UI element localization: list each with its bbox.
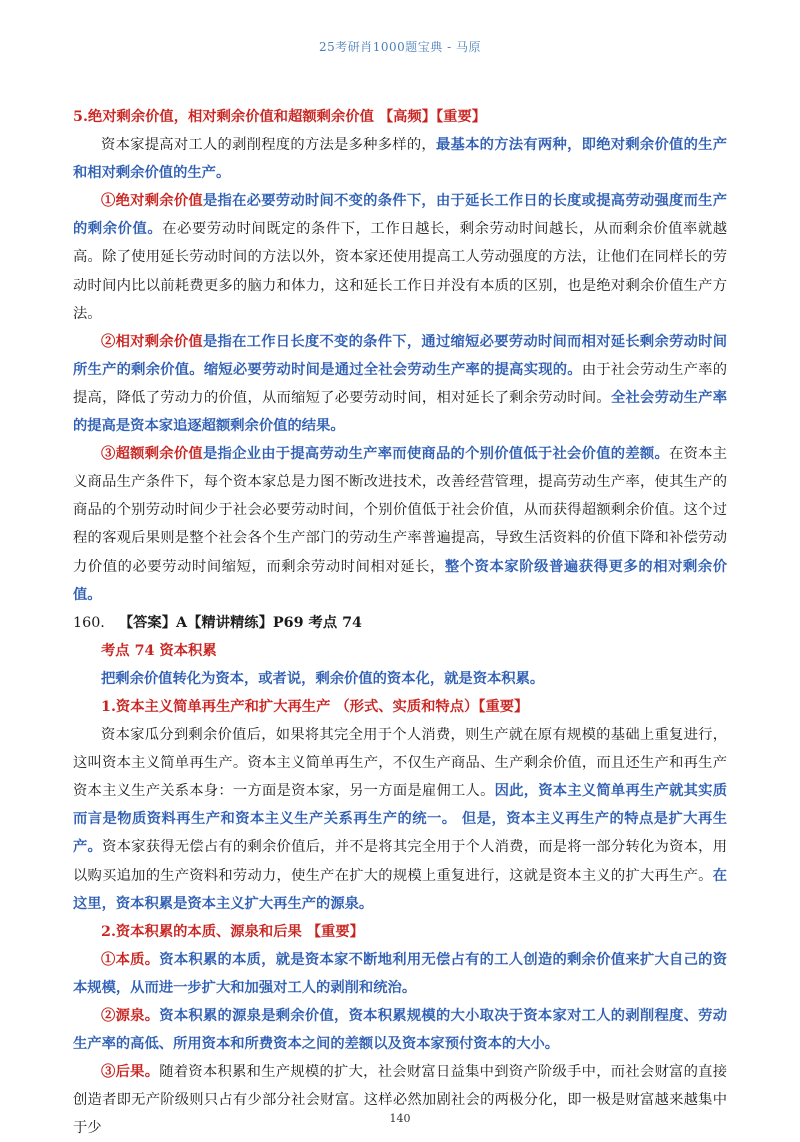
absolute-surplus-term: ①绝对剩余价值	[101, 193, 203, 210]
excess-surplus-conclusion: 整个资本家阶级普遍获得更多的相对剩余价值。	[73, 558, 727, 603]
source-term: ②源泉。	[101, 1008, 160, 1024]
relative-surplus-conclusion: 全社会劳动生产率的提高是资本家追逐超额剩余价值的结果。	[73, 389, 728, 435]
consequence-paragraph	[73, 1058, 727, 1142]
excess-surplus-term: ③超额剩余价值	[101, 446, 203, 463]
section-2-title: 2.资本积累的本质、源泉和后果 【重要】	[101, 923, 364, 940]
essence-text: 资本积累的本质，就是资本家不断地利用无偿占有的工人创造的剩余价值来扩大自己的资本规模，从而进一步扩大和加强对工人的剥削和统治。	[73, 951, 728, 996]
consequence-text: 随着资本积累和生产规模的扩大，社会财富日益集中到资产阶级手中，而社会财富的直接创造者即无产阶级则只占有少部分社会财富。这样必然加剧社会的两极分化，即一极是财富越来越集中于少	[73, 1064, 728, 1137]
section-5-intro	[73, 131, 727, 187]
consequence-term: ③后果。	[101, 1064, 160, 1081]
answer-line	[73, 609, 727, 637]
question-number: 160.	[73, 614, 105, 631]
relative-surplus-paragraph	[73, 328, 727, 440]
relative-surplus-term: ②相对剩余价值	[101, 333, 203, 350]
reproduction-conclusion: 在这里，资本积累是资本主义扩大再生产的源泉。	[73, 867, 727, 912]
relative-surplus-text: 由于社会劳动生产率的提高，降低了劳动力的价值，从而缩短了必要劳动时间，相对延长了剩余劳动时间。	[73, 361, 728, 406]
reproduction-text: 资本家瓜分到剩余价值后，如果将其完全用于个人消费，则生产就在原有规模的基础上重复进行，这叫资本主义简单再生产。资本主义简单再生产，不仅生产商品、生产剩余价值，而且还生产和再生产资本主义生产关系本身：一方面是资本家，另一方面是雇佣工人。	[73, 727, 727, 800]
absolute-surplus-text: 在必要劳动时间既定的条件下，工作日越长，剩余劳动时间越长，从而剩余价值率就越高。除了使用延长劳动时间的方法以外，资本家还使用提高工人劳动强度的方法，让他们在同样长的劳动时间内比以前耗费更多的脑力和体力，这和延长工作日并没有本质的区别，也是绝对剩余价值生产方法。	[73, 221, 728, 322]
absolute-surplus-paragraph	[73, 187, 727, 327]
source-text: 资本积累的源泉是剩余价值，资本积累规模的大小取决于资本家对工人的剥削程度、劳动生产率的高低、所用资本和所费资本之间的差额以及资本家预付资本的大小。	[73, 1008, 728, 1053]
excess-surplus-text: 在资本主义商品生产条件下，每个资本家总是力图不断改进技术，改善经营管理，提高劳动生产率，使其生产的商品的个别劳动时间少于社会必要劳动时间，个别价值低于社会价值，从而获得超额剩余价值。这个过程的客观后果则是整个社会各个生产部门的劳动生产率普遍提高，导致生活资料的价值下降和补偿劳动力价值的必要劳动时间缩短，而剩余劳动时间相对延长，	[73, 446, 728, 575]
reproduction-paragraph	[73, 721, 727, 918]
reproduction-highlight: 因此，资本主义简单再生产就其实质而言是物质资料再生产和资本主义生产关系再生产的统一。 但是，资本主义再生产的特点是扩大再生产。	[73, 783, 728, 856]
source-paragraph	[73, 1002, 727, 1058]
capital-accumulation-definition: 把剩余价值转化为资本，或者说，剩余价值的资本化，就是资本积累。	[101, 670, 545, 687]
section-5-title: 5.绝对剩余价值，相对剩余价值和超额剩余价值 【高频】【重要】	[73, 109, 487, 125]
page-number: 140	[389, 1112, 411, 1125]
relative-surplus-definition: 是指在工作日长度不变的条件下，通过缩短必要劳动时间而相对延长剩余劳动时间所生产的剩余价值。缩短必要劳动时间是通过全社会劳动生产率的提高实现的。	[73, 333, 727, 378]
excess-surplus-paragraph	[73, 440, 727, 609]
reproduction-text-2: 资本家获得无偿占有的剩余价值后，并不是将其完全用于个人消费，而是将一部分转化为资本，用以购买追加的生产资料和劳动力，使生产在扩大的规模上重复进行，这就是资本主义的扩大再生产。	[73, 839, 727, 884]
page-header: 25考研肖1000题宝典 - 马原	[319, 40, 481, 54]
essence-paragraph	[73, 946, 727, 1002]
kaodian-title: 考点 74 资本积累	[101, 642, 217, 659]
essence-term: ①本质。	[101, 951, 160, 968]
absolute-surplus-definition: 是指在必要劳动时间不变的条件下，由于延长工作日的长度或提高劳动强度而生产的剩余价值。	[73, 193, 727, 238]
excess-surplus-definition: 是指企业由于提高劳动生产率而使商品的个别价值低于社会价值的差额。	[202, 446, 670, 463]
answer-text: 【答案】A【精讲精练】P69 考点 74	[118, 614, 362, 631]
intro-highlight: 最基本的方法有两种，即绝对剩余价值的生产和相对剩余价值的生产。	[73, 137, 728, 182]
page-content	[73, 103, 727, 1142]
intro-text: 资本家提高对工人的剥削程度的方法是多种多样的，	[101, 137, 436, 154]
section-1-title: 1.资本主义简单再生产和扩大再生产 （形式、实质和特点）【重要】	[101, 698, 529, 715]
